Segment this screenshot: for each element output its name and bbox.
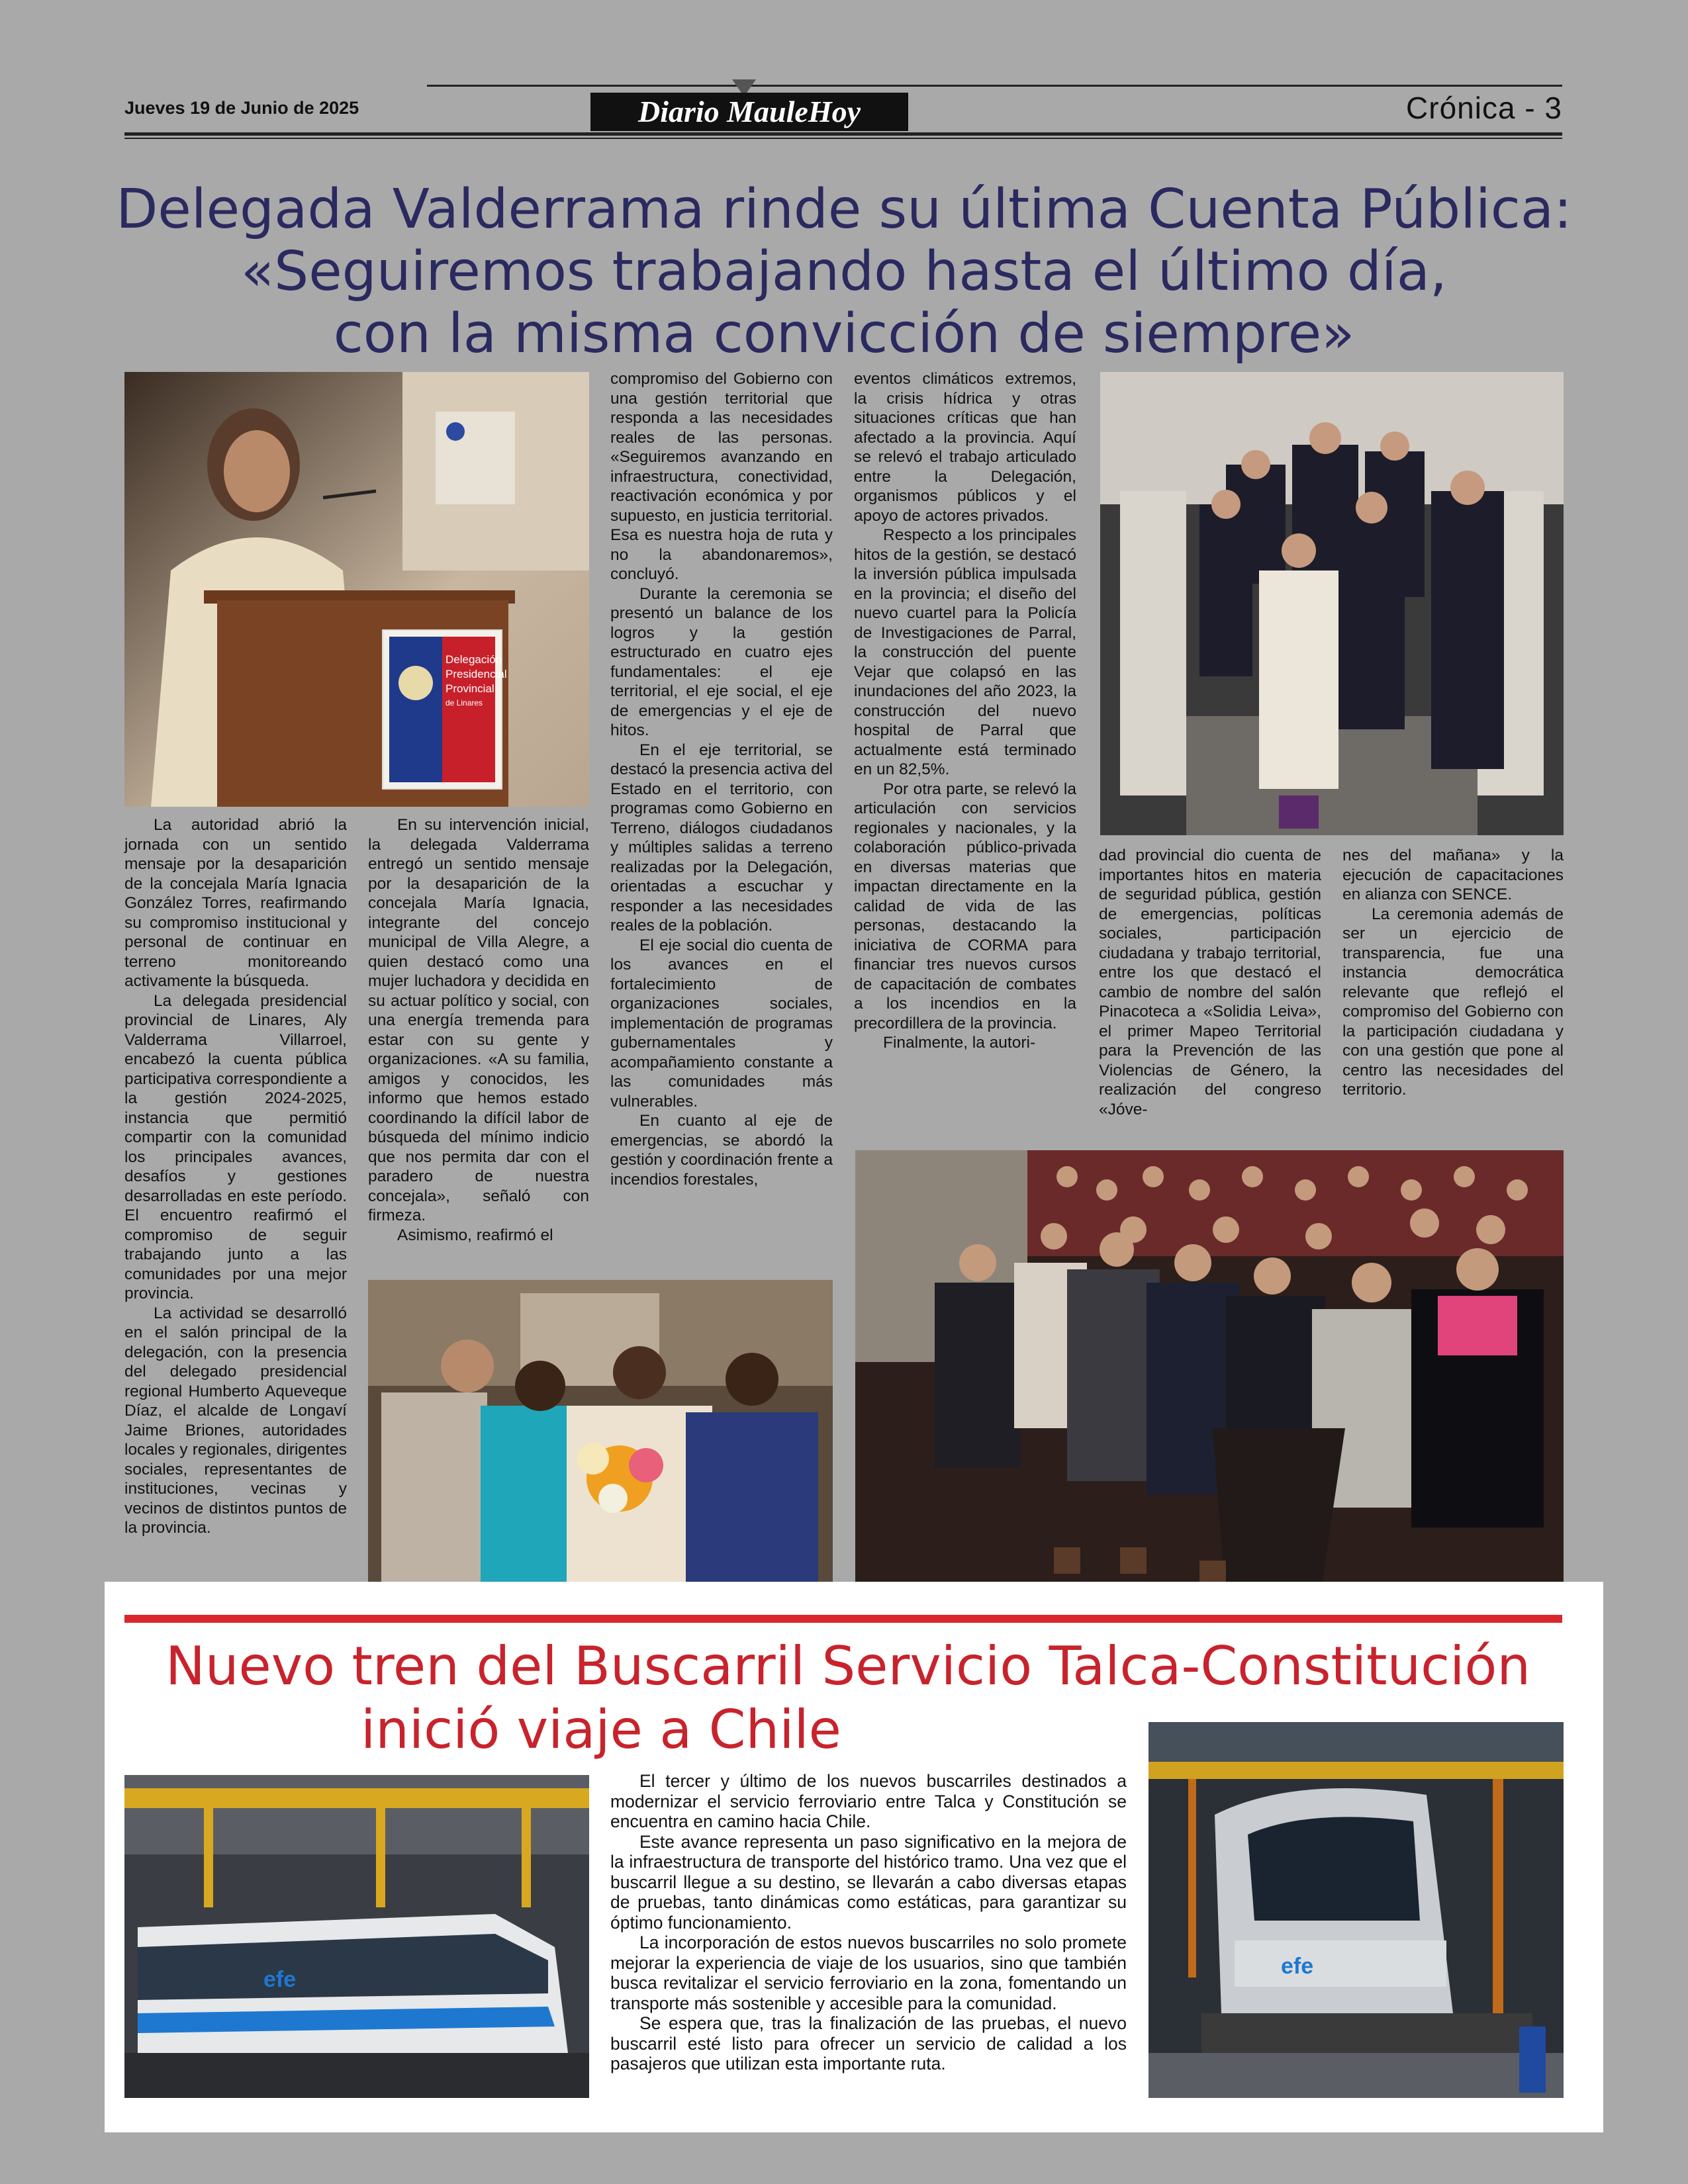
paragraph: Este avance representa un paso significativo en la mejora de la infraestructura de transporte del histórico tramo. Una vez que el buscarril llegue a su destino, se llevarán a cabo diversas etapas de pruebas, tanto dinámicas como estáticas, para garantizar su óptimo funcionamiento. [610, 1831, 1127, 1933]
photo-flowers-group [368, 1280, 833, 1606]
article1-column-5 [1099, 846, 1321, 1119]
paragraph: Por otra parte, se relevó la articulación con servicios regionales y nacionales, y la colaboración público-privada en diversas materias que impactan directamente en la calidad de vida de las personas, destacando la iniciativa de CORMA para financiar tres nuevos cursos de capacitación de combates a los incendios en la precordillera de la provincia. [854, 780, 1076, 1032]
paragraph: Se espera que, tras la finalización de las pruebas, el nuevo buscarril esté listo para ofrecer un servicio de calidad a los pasajeros que utilizan esta importante ruta. [610, 2013, 1127, 2073]
headline-line: Delegada Valderrama rinde su última Cuenta Pública: [116, 178, 1572, 241]
paragraph: En su intervención inicial, la delegada Valderrama entregó un sentido mensaje por la desaparición de la concejala María Ignacia, integrante del concejo municipal de Villa Alegre, a quien destacó como una mujer luchadora y decidida en su actuar político y social, con una energía tremenda para estar con su gente y organizaciones. «A su familia, amigos y conocidos, les informo que hemos estado coordinando la difícil labor de búsqueda del mínimo indicio que nos permita dar con el paradero de nuestra concejala», señaló con firmeza. [368, 816, 589, 1224]
headline-line: con la misma convicción de siempre» [333, 302, 1355, 365]
podium-sign-text: Provincial [445, 682, 494, 695]
paragraph: La ceremonia además de ser un ejercicio de transparencia, fue una instancia democrática relevante que reflejó el compromiso del Gobierno con la participación ciudadana y con una gestión que pone al centro las necesidades del territorio. [1342, 905, 1564, 1099]
header-top-rule [427, 85, 1562, 87]
paragraph: En el eje territorial, se destacó la presencia activa del Estado en el territorio, con programas como Gobierno en Terreno, diálogos ciudadanos y múltiples salidas a terreno realizadas por la Delegación, orientadas a escuchar y responder a las necesidades reales de la población. [610, 741, 833, 934]
headline-line: «Seguiremos trabajando hasta el último día, [240, 240, 1448, 303]
podium-sign-text: de Linares [445, 698, 483, 707]
photo-train-front [1149, 1722, 1564, 2098]
paragraph: El eje social dio cuenta de los avances en el fortalecimiento de organizaciones sociales, implementación de programas gubernamentales y acompañamiento constante a las comunidades más vulnerables. [610, 936, 833, 1111]
headline-line: Nuevo tren del Buscarril Servicio Talca-Constitución [165, 1635, 1531, 1697]
photo-group-staircase [1100, 372, 1564, 835]
issue-date: Jueves 19 de Junio de 2025 [124, 98, 359, 118]
paragraph: El tercer y último de los nuevos buscarriles destinados a modernizar el servicio ferroviario entre Talca y Constitución se encuentra en camino hacia Chile. [610, 1771, 1127, 1831]
photo-delegate-podium [124, 372, 589, 807]
paragraph: Finalmente, la autori- [883, 1034, 1036, 1052]
efe-logo: efe [263, 1967, 297, 1992]
photo-audience [855, 1150, 1564, 1606]
article1-column-1 [124, 815, 347, 1538]
podium-sign-text: Presidencial [445, 668, 507, 680]
article1-column-6 [1342, 846, 1564, 1100]
article2-body [610, 1771, 1127, 2074]
paragraph: Durante la ceremonia se presentó un balance de los logros y la gestión estructurado en cuatro ejes fundamentales: el eje territorial, el eje social, el eje de emergencias y el eje de hitos. [610, 584, 833, 739]
paragraph: La incorporación de estos nuevos buscarriles no solo promete mejorar la experiencia de viaje de los usuarios, sino que también busca revitalizar el servicio ferroviario en la zona, fomentando un transporte más sostenible y accesible para la comunidad. [610, 1933, 1127, 2013]
masthead: Diario MauleHoy [590, 93, 908, 131]
photo-train-side [124, 1775, 589, 2098]
article1-headline [106, 179, 1582, 365]
paragraph: La delegada presidencial provincial de Linares, Aly Valderrama Villarroel, encabezó la cuenta pública participativa correspondiente a la gestión 2024-2025, instancia que permitió compartir con la comunidad los principales avances, desafíos y gestiones desarrolladas en este período. El encuentro reafirmó el compromiso de seguir trabajando junto a las comunidades por una mejor provincia. [124, 991, 347, 1302]
article1-column-4 [854, 369, 1076, 1053]
podium-sign-text: Delegación [445, 653, 502, 666]
article2-red-rule [124, 1615, 1562, 1623]
header-bottom-rule [124, 132, 1562, 139]
paragraph: La autoridad abrió la jornada con un sentido mensaje por la desaparición de la concejala María Ignacia González Torres, reafirmando su compromiso institucional y personal de continuar en terreno monitoreando activamente la búsqueda. [124, 816, 347, 990]
paragraph: compromiso del Gobierno con una gestión territorial que responda a las necesidades reales de las personas. «Seguiremos avanzando en infraestructura, conectividad, reactivación económica y por supuesto, en justicia territorial. Esa es nuestra hoja de ruta y no la abandonaremos», concluyó. [610, 370, 833, 583]
paragraph: En cuanto al eje de emergencias, se abordó la gestión y coordinación frente a incendios forestales, [610, 1112, 833, 1189]
headline-line: inició viaje a Chile [361, 1699, 841, 1760]
section-page-label: Crónica - 3 [1406, 91, 1562, 125]
paragraph: Asimismo, reafirmó el [397, 1226, 553, 1244]
efe-logo: efe [1281, 1954, 1314, 1979]
paragraph: nes del mañana» y la ejecución de capacitaciones en alianza con SENCE. [1342, 846, 1564, 903]
paragraph: Respecto a los principales hitos de la gestión, se destacó la inversión pública impulsada en la provincia; el diseño del nuevo cuartel para la Policía de Investigaciones de Parral, la construcción del puente Vejar que colapsó en las inundaciones del año 2023, la construcción del nuevo hospital de Parral que actualmente está terminado en un 82,5%. [854, 526, 1076, 778]
article1-column-2 [368, 815, 589, 1245]
article1-column-3 [610, 369, 833, 1189]
paragraph: La actividad se desarrolló en el salón principal de la delegación, con la presencia del delegado presidencial regional Humberto Aqueveque Díaz, el alcalde de Longaví Jaime Briones, autoridades locales y regionales, dirigentes sociales, representantes de instituciones, vecinas y vecinos de distintos puntos de la provincia. [124, 1304, 347, 1537]
paragraph: dad provincial dio cuenta de importantes hitos en materia de seguridad pública, gestión de emergencias, políticas sociales, participación ciudadana y trabajo territorial, entre los que destacó el cambio de nombre del salón Pinacoteca a «Solidia Leiva», el primer Mapeo Territorial para la Prevención de las Violencias de Género, la realización del congreso «Jóve- [1099, 846, 1321, 1118]
paragraph: eventos climáticos extremos, la crisis hídrica y otras situaciones críticas que han afectado a la provincia. Aquí se relevó el trabajo articulado entre la Delegación, organismos públicos y el apoyo de actores privados. [854, 370, 1076, 525]
